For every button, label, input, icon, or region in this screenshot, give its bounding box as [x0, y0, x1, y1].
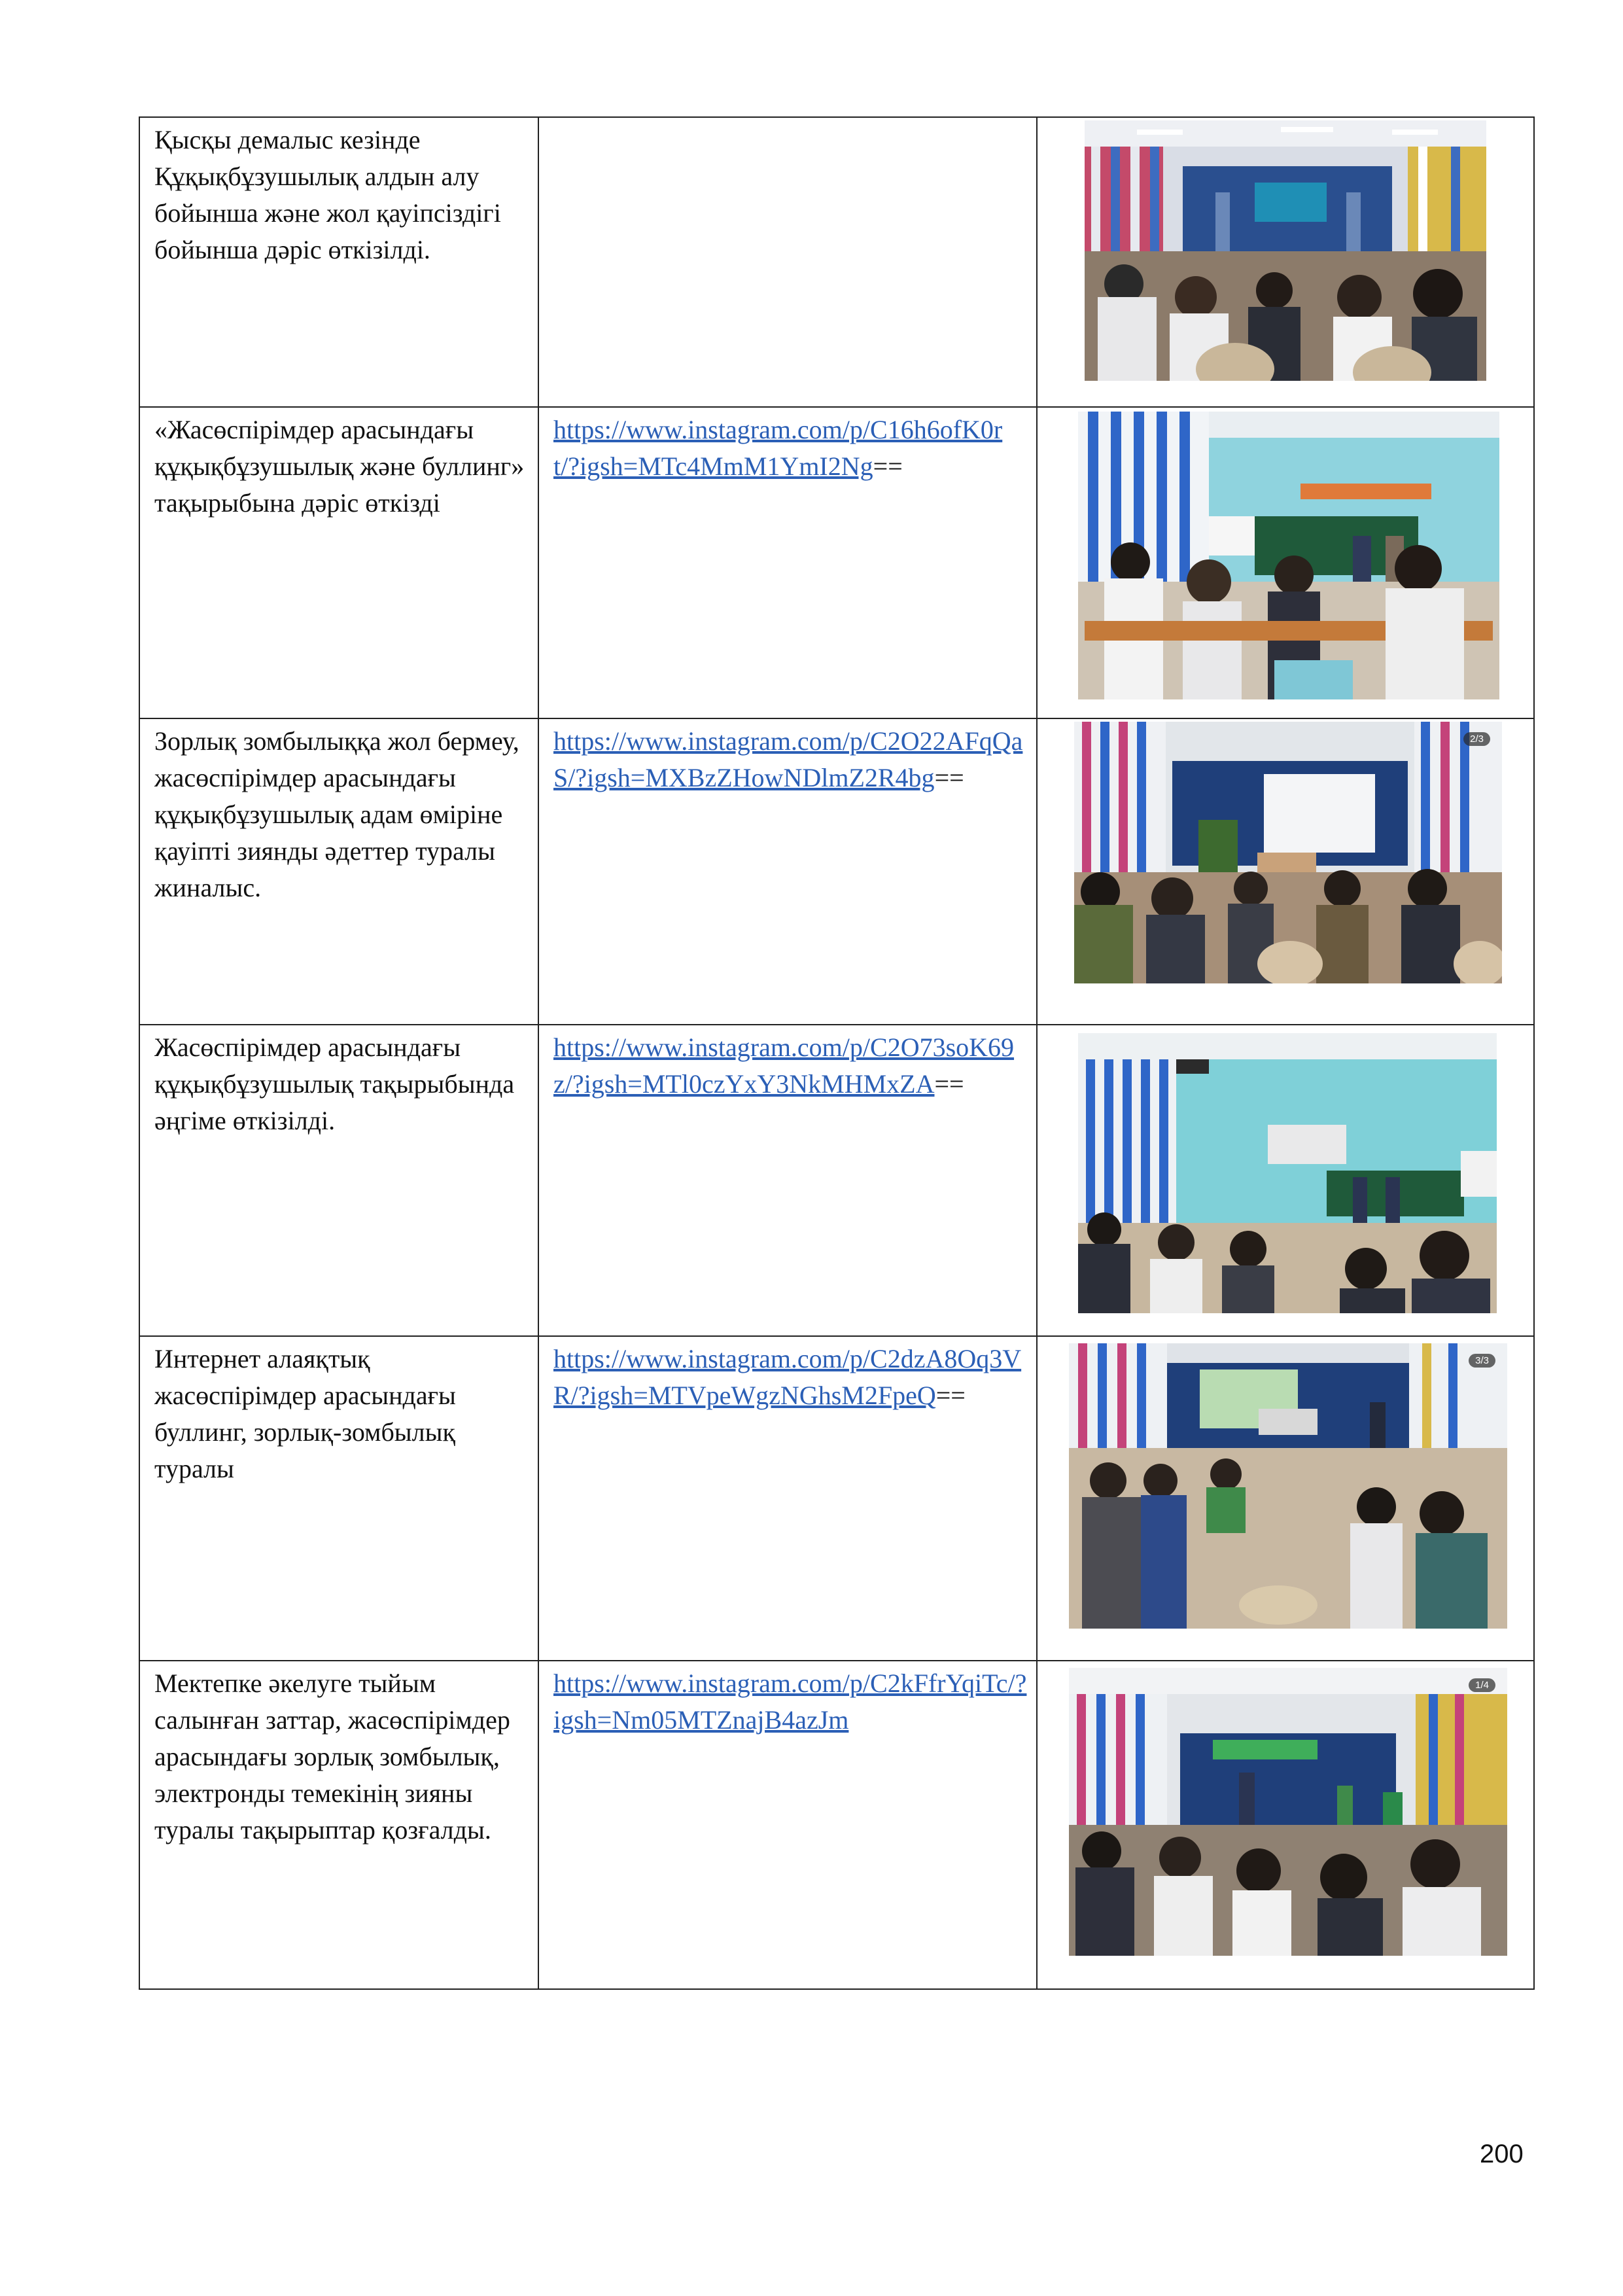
table-row [139, 1025, 1534, 1336]
page-number: 200 [1480, 2140, 1524, 2168]
table-row [139, 117, 1534, 407]
event-photo [1074, 722, 1502, 983]
event-description: Зорлық зомбылыққа жол бермеу, жасөспірімдер арасындағы құқықбұзушылық адам өміріне қауіпті зиянды әдеттер туралы жиналыс. [154, 726, 519, 902]
event-photo-cell [1037, 1336, 1534, 1661]
table-row [139, 1661, 1534, 1989]
photo-counter: 3/3 [1469, 1354, 1495, 1368]
instagram-link[interactable]: https://www.instagram.com/p/C2kFfrYqiTc/?igsh=Nm05MTZnajB4azJm [553, 1669, 1027, 1735]
event-description-cell [139, 718, 538, 1025]
event-link-cell [538, 117, 1037, 407]
event-photo-cell [1037, 407, 1534, 718]
instagram-link[interactable]: https://www.instagram.com/p/C2dzA8Oq3VR/?igsh=MTVpeWgzNGhsM2FpeQ [553, 1344, 1022, 1410]
instagram-link[interactable]: https://www.instagram.com/p/C2O73soK69z/?igsh=MTl0czYxY3NkMHMxZA [553, 1033, 1015, 1099]
event-description-cell [139, 117, 538, 407]
event-link-cell [538, 718, 1037, 1025]
link-suffix: == [935, 1381, 966, 1410]
event-photo-cell [1037, 718, 1534, 1025]
event-photo-cell [1037, 1661, 1534, 1989]
event-link-cell [538, 1025, 1037, 1336]
instagram-link[interactable]: https://www.instagram.com/p/C2O22AFqQaS/?igsh=MXBzZHowNDlmZ2R4bg [553, 726, 1023, 792]
link-suffix: == [873, 451, 903, 481]
event-photo-cell [1037, 1025, 1534, 1336]
event-link-cell [538, 1336, 1037, 1661]
event-photo [1078, 1033, 1497, 1313]
photo-counter: 1/4 [1469, 1678, 1495, 1692]
event-link-cell [538, 1661, 1037, 1989]
event-description-cell [139, 1025, 538, 1336]
event-description: Қысқы демалыс кезінде Құқықбұзушылық алдын алу бойынша және жол қауіпсіздігі бойынша дәріс өткізілді. [154, 125, 501, 264]
event-link-cell [538, 407, 1037, 718]
event-photo [1085, 120, 1486, 381]
table-row [139, 1336, 1534, 1661]
event-photo-cell [1037, 117, 1534, 407]
event-description: «Жасөспірімдер арасындағы құқықбұзушылық және буллинг» тақырыбына дәріс өткізді [154, 415, 525, 518]
event-photo [1069, 1343, 1507, 1629]
table-row [139, 718, 1534, 1025]
link-suffix: == [934, 1069, 964, 1099]
instagram-link[interactable]: https://www.instagram.com/p/C16h6ofK0rt/?igsh=MTc4MmM1YmI2Ng [553, 415, 1003, 481]
event-description: Мектепке әкелуге тыйым салынған заттар, жасөспірімдер арасындағы зорлық зомбылық, электронды темекінің зияны туралы тақырыптар қозғалды. [154, 1669, 510, 1845]
event-photo [1069, 1668, 1507, 1956]
photo-counter: 2/3 [1463, 732, 1490, 746]
event-description-cell [139, 1336, 538, 1661]
event-description: Жасөспірімдер арасындағы құқықбұзушылық тақырыбында әңгіме өткізілді. [154, 1033, 515, 1135]
events-table [139, 116, 1535, 1990]
link-suffix: == [934, 763, 964, 792]
event-description-cell [139, 1661, 538, 1989]
event-description-cell [139, 407, 538, 718]
event-description: Интернет алаяқтық жасөспірімдер арасындағы буллинг, зорлық-зомбылық туралы [154, 1344, 456, 1483]
event-photo [1078, 412, 1499, 699]
table-row [139, 407, 1534, 718]
